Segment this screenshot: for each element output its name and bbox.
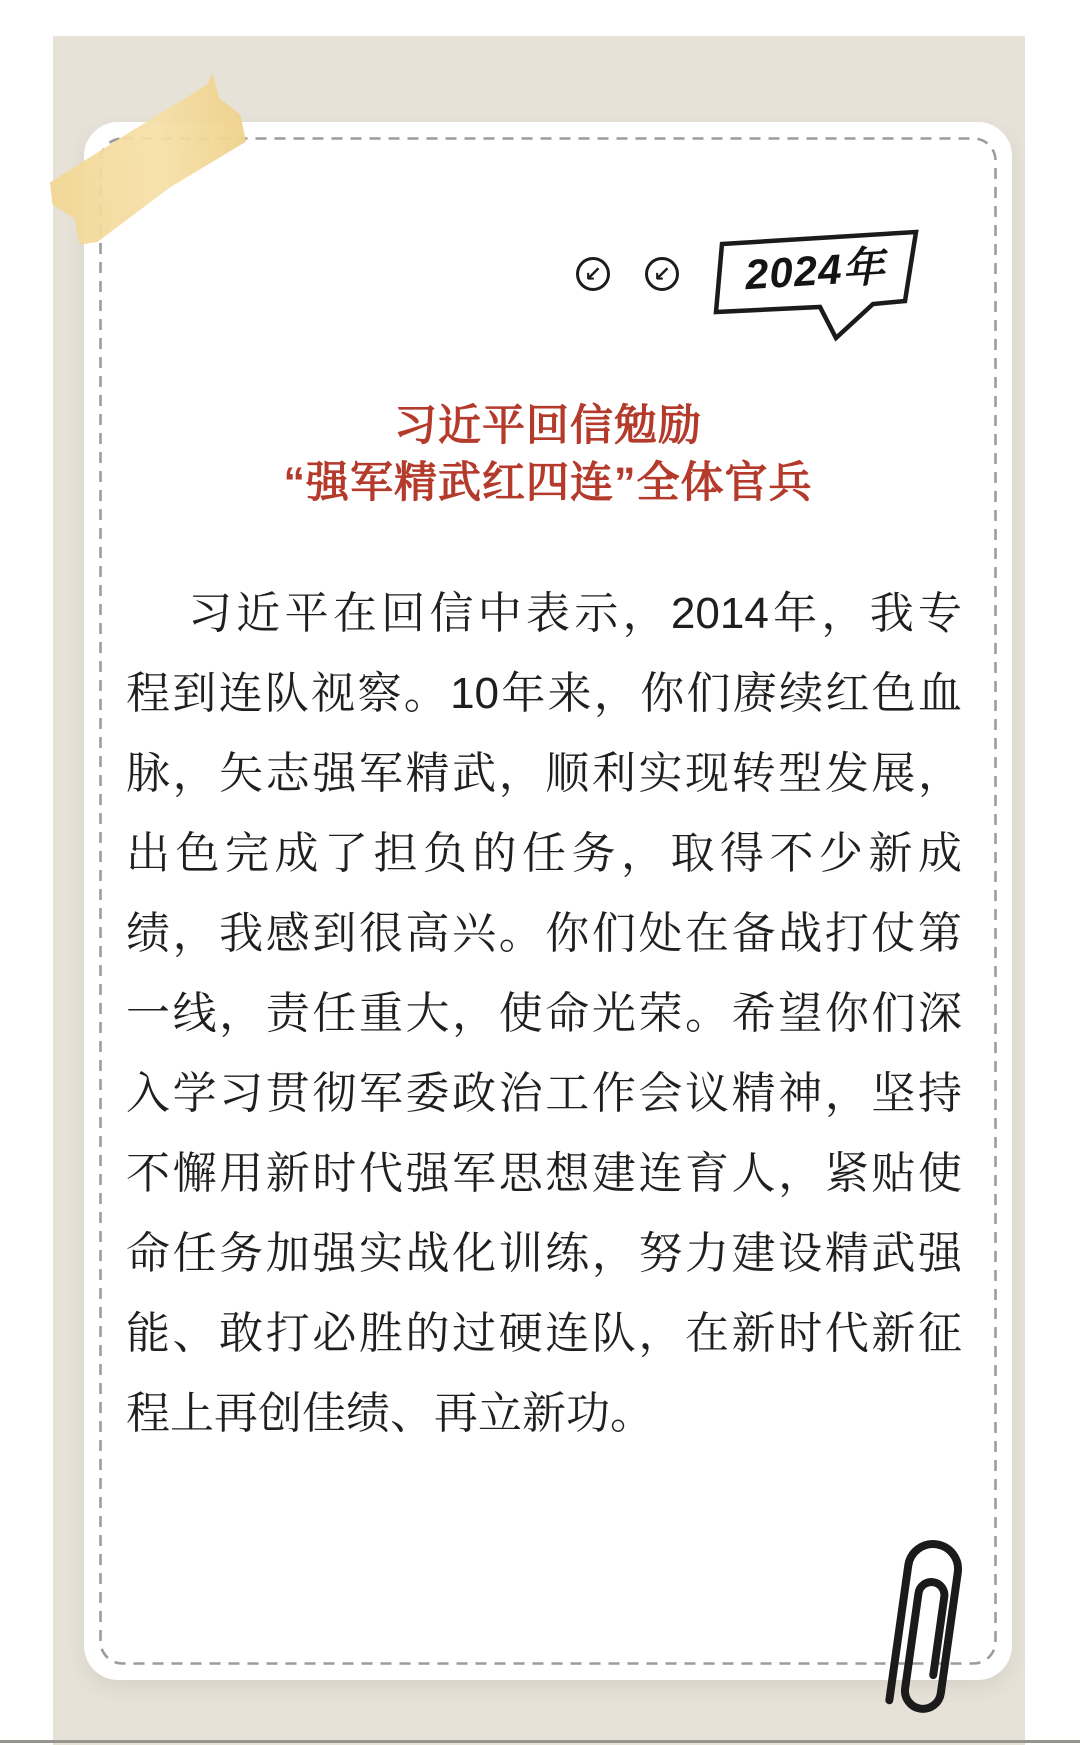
body-line: 一线，责任重大，使命光荣。希望你们深 <box>126 989 962 1038</box>
body-line: 程上再创佳绩、再立新功。 <box>126 1389 654 1438</box>
screenshot-bottom-edge <box>0 1740 1080 1743</box>
body-line: 绩，我感到很高兴。你们处在备战打仗第 <box>126 909 962 958</box>
body-line: 出色完成了担负的任务，取得不少新成 <box>126 829 962 878</box>
headline-line-2: “强军精武红四连”全体官兵 <box>283 459 813 507</box>
year-stamp-label: 2024年 <box>743 242 887 299</box>
body-line: 入学习贯彻军委政治工作会议精神，坚持 <box>126 1069 962 1118</box>
headline-line-1: 习近平回信勉励 <box>394 402 702 450</box>
body-line: 脉，矢志强军精武，顺利实现转型发展， <box>126 749 962 798</box>
body-line: 程到连队视察。10年来，你们赓续红色血 <box>126 669 962 718</box>
down-left-arrow-icon: ↙ <box>576 257 610 291</box>
body-line: 习近平在回信中表示，2014年，我专 <box>188 589 962 638</box>
down-left-arrow-icon: ↙ <box>645 257 679 291</box>
letter-body <box>126 574 962 1454</box>
body-line: 不懈用新时代强军思想建连育人，紧贴使 <box>126 1149 962 1198</box>
body-line: 命任务加强实战化训练，努力建设精武强 <box>126 1229 962 1278</box>
body-line: 能、敢打必胜的过硬连队，在新时代新征 <box>126 1309 962 1358</box>
headline <box>84 398 1012 512</box>
